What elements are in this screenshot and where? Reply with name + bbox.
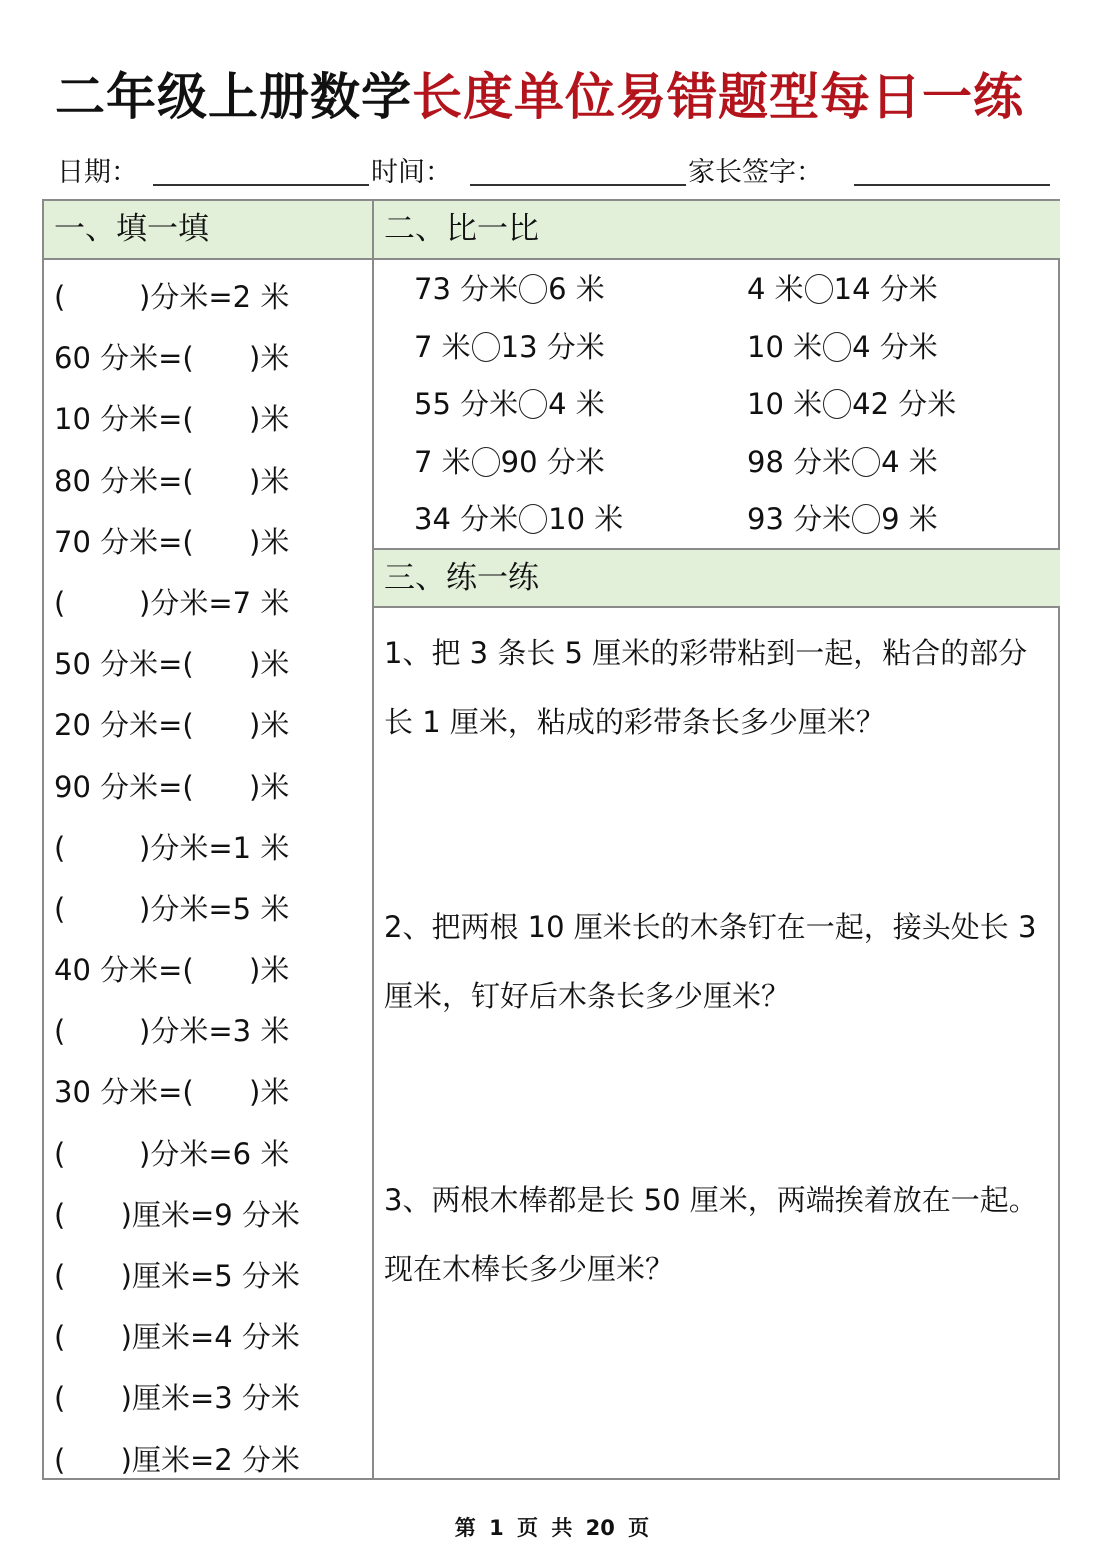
compare-right-b: 4 米: [881, 444, 938, 479]
word-problem-2: 2、把两根 10 厘米长的木条钉在一起，接头处长 3 厘米，钉好后木条长多少厘米？: [384, 910, 1037, 1013]
compare-right-a: 4 米: [747, 272, 804, 306]
circle-blank-icon[interactable]: [519, 389, 547, 419]
list-item: 40 分米=( )米: [54, 953, 290, 988]
list-item: 80 分米=( )米: [54, 463, 290, 498]
list-item: ( )分米=3 米: [54, 1014, 290, 1049]
fill-in-list: [54, 269, 372, 1493]
compare-left-a: 7 米: [414, 329, 471, 364]
circle-blank-icon[interactable]: [519, 504, 547, 534]
list-item: 30 分米=( )米: [54, 1075, 290, 1110]
circle-blank-icon[interactable]: [472, 332, 500, 362]
circle-blank-icon[interactable]: [805, 274, 833, 304]
compare-row: [414, 378, 1054, 436]
section-practice-heading: 三、练一练: [374, 548, 1060, 608]
compare-row: [414, 493, 1054, 551]
list-item: ( )厘米=3 分米: [54, 1381, 300, 1416]
list-item: ( )分米=5 米: [54, 891, 290, 926]
section-compare-heading: 二、比一比: [374, 201, 1060, 260]
list-item: ( )厘米=5 分米: [54, 1259, 300, 1293]
compare-row: [414, 321, 1054, 379]
circle-blank-icon[interactable]: [852, 504, 880, 534]
list-item: ( )分米=7 米: [54, 585, 290, 620]
circle-blank-icon[interactable]: [823, 332, 851, 362]
date-label: 日期：: [57, 157, 138, 188]
column-divider: [372, 201, 374, 1478]
worksheet-table: [42, 199, 1060, 1480]
list-item: ( )分米=6 米: [54, 1136, 290, 1171]
list-item: ( )厘米=9 分米: [54, 1197, 300, 1232]
compare-left-a: 55 分米: [414, 387, 519, 421]
title-black-part: 二年级上册数学: [55, 67, 412, 126]
page-number: 第 1 页 共 20 页: [454, 1516, 650, 1540]
section-fill-heading: 一、填一填: [44, 201, 372, 260]
list-item: ( )厘米=2 分米: [54, 1442, 300, 1477]
compare-left-b: 90 分米: [500, 444, 605, 479]
compare-right-b: 42 分米: [852, 387, 957, 421]
circle-blank-icon[interactable]: [519, 274, 547, 304]
date-blank[interactable]: [153, 184, 369, 186]
compare-left-a: 7 米: [414, 444, 471, 479]
compare-left-b: 10 米: [548, 502, 624, 536]
compare-grid: [414, 263, 1054, 551]
compare-right-b: 9 米: [881, 502, 938, 536]
word-problem-1: 1、把 3 条长 5 厘米的彩带粘到一起，粘合的部分长 1 厘米，粘成的彩带条长多少厘米？: [384, 636, 1028, 739]
compare-right-a: 10 米: [747, 387, 823, 421]
list-item: ( )分米=2 米: [54, 280, 290, 314]
list-item: 60 分米=( )米: [54, 341, 290, 376]
compare-row: [414, 263, 1054, 321]
list-item: 50 分米=( )米: [54, 647, 290, 682]
compare-row: [414, 436, 1054, 494]
list-item: 20 分米=( )米: [54, 708, 290, 743]
compare-right-b: 14 分米: [833, 272, 938, 306]
list-item: ( )厘米=4 分米: [54, 1320, 300, 1355]
word-problem-3: 3、两根木棒都是长 50 厘米，两端挨着放在一起。现在木棒长多少厘米？: [384, 1183, 1038, 1286]
circle-blank-icon[interactable]: [823, 389, 851, 419]
compare-left-a: 34 分米: [414, 502, 519, 536]
signature-label: 家长签字：: [688, 157, 823, 188]
list-item: 10 分米=( )米: [54, 402, 290, 437]
compare-left-b: 13 分米: [500, 329, 605, 364]
page-title: [55, 62, 1055, 132]
compare-right-a: 10 米: [747, 329, 823, 364]
list-item: ( )分米=1 米: [54, 830, 290, 865]
compare-right-b: 4 分米: [852, 329, 938, 364]
meta-row: [57, 148, 1057, 190]
compare-left-b: 4 米: [548, 387, 605, 421]
compare-left-b: 6 米: [548, 272, 605, 306]
time-blank[interactable]: [470, 184, 686, 186]
title-red-part: 长度单位易错题型每日一练: [412, 67, 1024, 126]
list-item: 70 分米=( )米: [54, 524, 290, 559]
circle-blank-icon[interactable]: [852, 447, 880, 477]
compare-left-a: 73 分米: [414, 272, 519, 306]
list-item: 90 分米=( )米: [54, 769, 290, 804]
compare-right-a: 93 分米: [747, 502, 852, 536]
signature-blank[interactable]: [854, 184, 1050, 186]
compare-right-a: 98 分米: [747, 444, 852, 479]
time-label: 时间：: [371, 157, 452, 188]
circle-blank-icon[interactable]: [472, 447, 500, 477]
